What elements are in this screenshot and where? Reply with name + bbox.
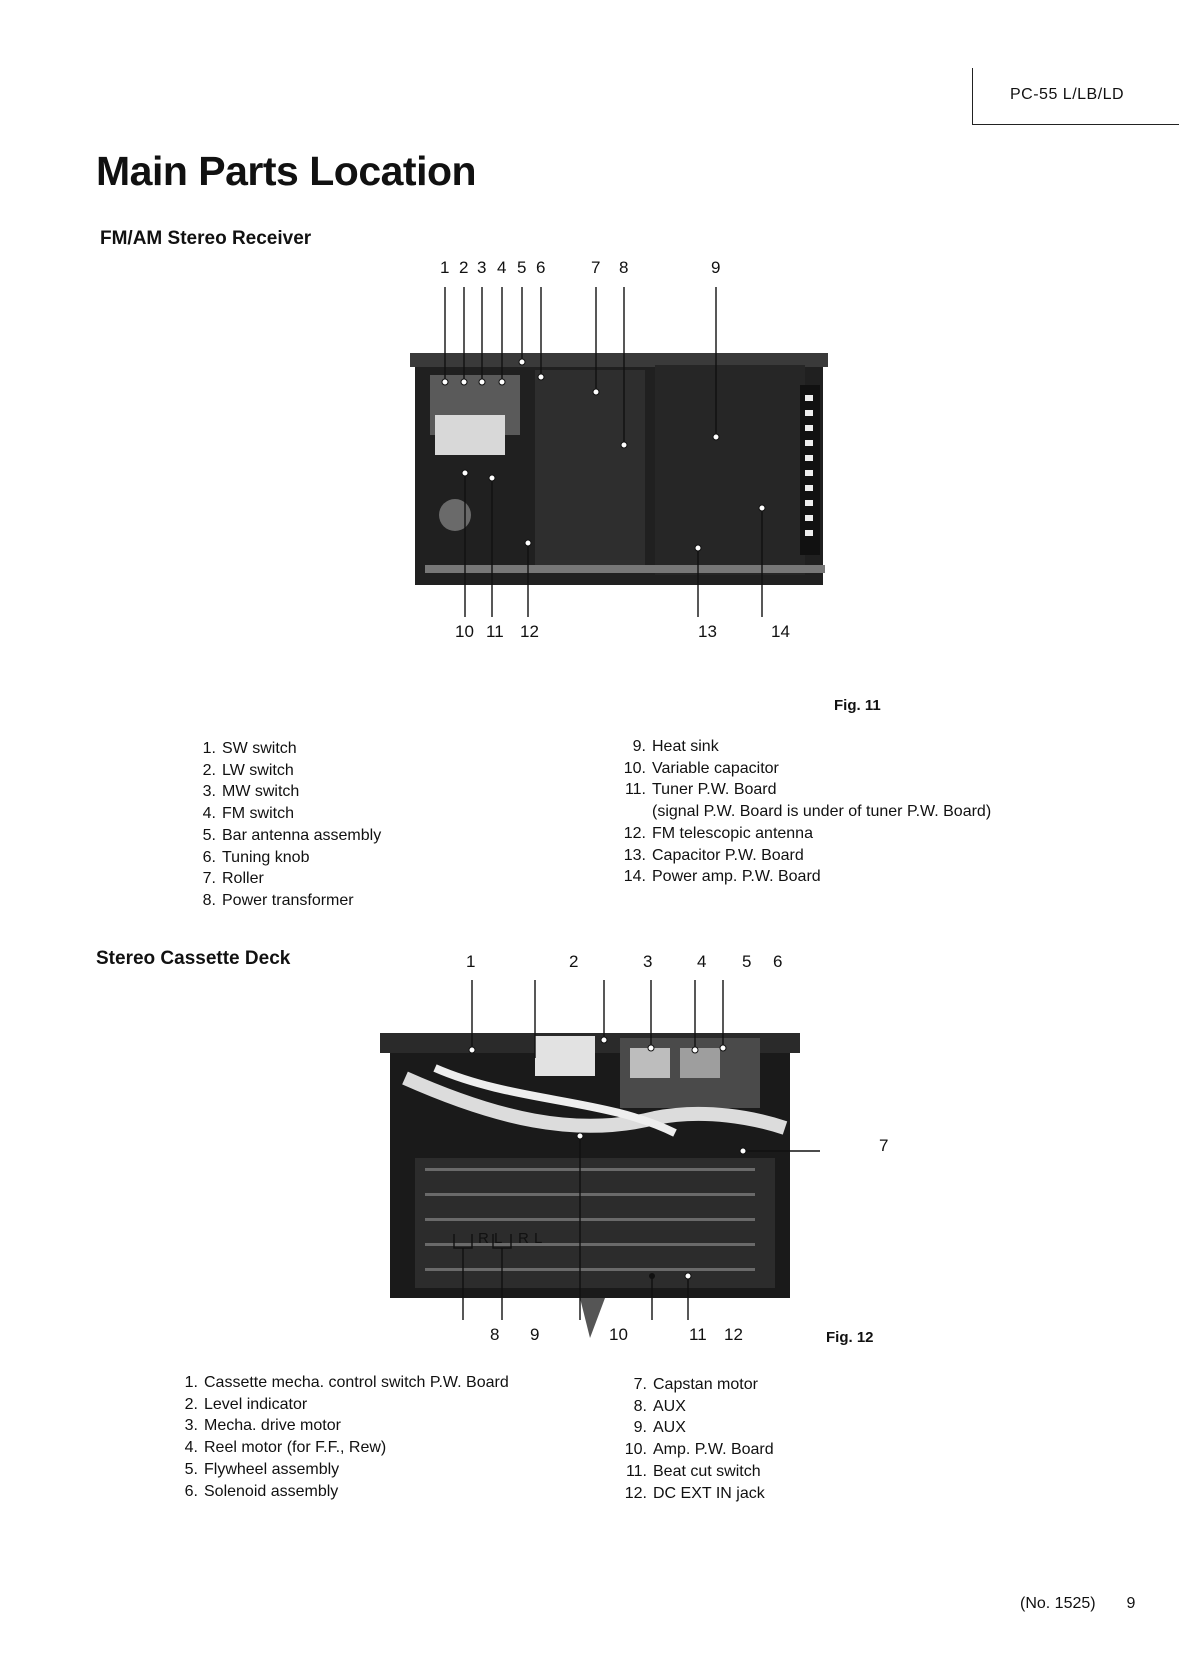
page-title: Main Parts Location xyxy=(96,148,477,194)
cd-callout-3: 3 xyxy=(643,952,653,971)
cd-callout-7: 7 xyxy=(879,1136,889,1155)
rx-callout-11: 11 xyxy=(486,622,504,641)
list-item: 8. AUX xyxy=(633,1397,686,1415)
aux-l-label: L xyxy=(494,1230,503,1247)
level-indicator-shape xyxy=(535,1036,595,1076)
list-item: 6. Tuning knob xyxy=(202,848,310,866)
list-item: 3. MW switch xyxy=(202,783,300,801)
list-item: 12. FM telescopic antenna xyxy=(623,824,813,842)
cd-callout-2: 2 xyxy=(569,952,579,971)
list-item: 7. Roller xyxy=(202,870,264,888)
list-item: 10. Amp. P.W. Board xyxy=(624,1441,774,1459)
list-item: 5. Bar antenna assembly xyxy=(202,826,382,844)
rx-callout-2: 2 xyxy=(459,258,469,277)
list-item: 8. Power transformer xyxy=(202,891,354,909)
page-number: 9 xyxy=(1126,1595,1136,1612)
list-item: 12. DC EXT IN jack xyxy=(624,1484,765,1502)
receiver-photo xyxy=(405,275,835,665)
cassette-parts-right xyxy=(621,1374,774,1504)
rx-callout-6: 6 xyxy=(536,258,546,277)
list-item: 14. Power amp. P.W. Board xyxy=(623,868,821,886)
aux-r-label-2: R xyxy=(518,1230,529,1247)
rx-callout-8: 8 xyxy=(619,258,629,277)
list-item: 11. Tuner P.W. Board xyxy=(624,781,777,799)
cassette-parts-left xyxy=(172,1372,509,1502)
rx-callout-13: 13 xyxy=(698,622,717,641)
cd-callout-8: 8 xyxy=(490,1325,500,1344)
document-number: (No. 1525) xyxy=(1020,1595,1096,1612)
aux-l-label-2: L xyxy=(534,1230,543,1247)
list-item: 9. AUX xyxy=(633,1419,686,1437)
footer xyxy=(1020,1595,1135,1613)
list-item-note: (signal P.W. Board is under of tuner P.W. Board) xyxy=(652,803,992,821)
cd-callout-11: 11 xyxy=(689,1325,707,1344)
rx-callout-3: 3 xyxy=(477,258,487,277)
rx-callout-4: 4 xyxy=(497,258,507,277)
rx-callout-10: 10 xyxy=(455,622,474,641)
cassette-heading: Stereo Cassette Deck xyxy=(96,948,291,969)
list-item: 10. Variable capacitor xyxy=(623,759,779,777)
cd-callout-4: 4 xyxy=(697,952,707,971)
list-item: 7. Capstan motor xyxy=(633,1376,758,1393)
list-item: 1. SW switch xyxy=(202,740,297,757)
list-item: 13. Capacitor P.W. Board xyxy=(623,846,804,864)
list-item: 4. Reel motor (for F.F., Rew) xyxy=(184,1439,387,1457)
cd-callout-5: 5 xyxy=(742,952,752,971)
model-number: PC-55 L/LB/LD xyxy=(1010,86,1125,103)
list-item: 2. LW switch xyxy=(202,761,294,779)
fig-12-label: Fig. 12 xyxy=(826,1329,874,1346)
list-item: 2. Level indicator xyxy=(184,1395,308,1413)
cd-callout-9: 9 xyxy=(530,1325,540,1344)
list-item: 4. FM switch xyxy=(202,805,294,823)
fig-11-label: Fig. 11 xyxy=(834,697,881,714)
rx-callout-5: 5 xyxy=(517,258,527,277)
receiver-heading: FM/AM Stereo Receiver xyxy=(100,228,312,249)
rx-callout-12: 12 xyxy=(520,622,539,641)
receiver-parts-left xyxy=(190,738,381,912)
cd-callout-1: 1 xyxy=(466,952,476,971)
rx-callout-1: 1 xyxy=(440,258,450,277)
rx-callout-9: 9 xyxy=(711,258,721,277)
list-item: 3. Mecha. drive motor xyxy=(184,1417,341,1435)
cd-callout-10: 10 xyxy=(609,1325,628,1344)
list-item: 11. Beat cut switch xyxy=(625,1462,761,1480)
cd-callout-6: 6 xyxy=(773,952,783,971)
rx-callout-7: 7 xyxy=(591,258,601,277)
aux-r-label: R xyxy=(478,1230,489,1247)
list-item: 6. Solenoid assembly xyxy=(184,1482,339,1500)
list-item: 1. Cassette mecha. control switch P.W. Board xyxy=(184,1374,509,1391)
receiver-parts-right xyxy=(620,736,991,888)
list-item: 9. Heat sink xyxy=(632,738,719,755)
rx-callout-14: 14 xyxy=(771,622,790,641)
cd-callout-12: 12 xyxy=(724,1325,743,1344)
list-item: 5. Flywheel assembly xyxy=(184,1460,340,1478)
